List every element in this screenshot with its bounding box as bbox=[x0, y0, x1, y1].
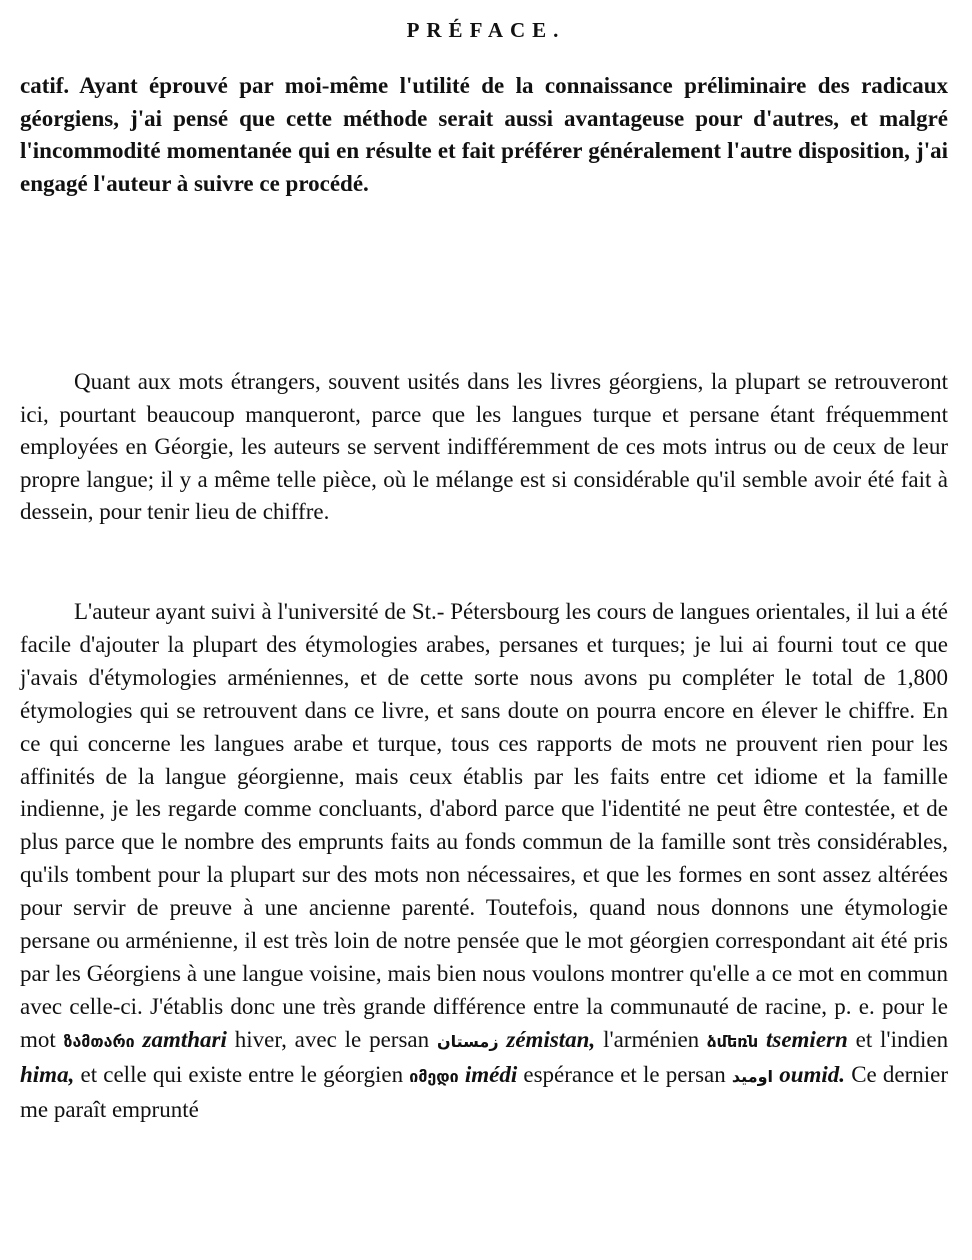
transliteration-oumid: oumid. bbox=[779, 1061, 846, 1087]
paragraph-foreign-words: Quant aux mots étrangers, souvent usités dans les livres géorgiens, la plupart se retrouveront ici, pourtant beaucoup manqueront, parce que les langues turque et persane étant fréquemment employées en Géorgie, les auteurs se servent indifféremment de ces mots intrus ou de ceux de leur propre langue; il y a même telle pièce, où le mélange est si considérable qu'il semble avoir été fait à dessein, pour tenir lieu de chiffre. bbox=[20, 369, 948, 525]
paragraph-etymologies bbox=[20, 596, 948, 1127]
transliteration-zamthari: zamthari bbox=[142, 1026, 227, 1052]
transliteration-tsemiern: tsemiern bbox=[765, 1026, 848, 1052]
text-armenian: l'arménien bbox=[603, 1026, 700, 1052]
running-title: PRÉFACE. bbox=[406, 18, 566, 42]
etymology-text: L'auteur ayant suivi à l'université de St.- Pétersbourg les cours de langues orientales, il lui a été facile d'ajouter la plupart des étymologies arabes, persanes et turques; je lui ai fourni tout ce que j'avais d'étymologies arméniennes, et de cette sorte nous avons pu compléter le total de 1,800 étymologies qui se retrouvent dans ce livre, et sans doute on pourra encore en élever le chiffre. En ce qui concerne les langues arabe et turque, tous ces rapports de mots ne prouvent rien pour les affinités de la langue géorgienne, mais ceux établis par les faits entre cet idiome et la famille indienne, je les regarde comme concluants, d'abord parce que l'identité ne peut être contestée, et de plus parce que le nombre des emprunts faits au fonds commun de la famille sont très considérables, qu'ils tombent pour la plupart sur des mots non nécessaires, et que les formes en sont assez altérées pour servir de preuve à une ancienne parenté. Toutefois, quand nous donnons une étymologie persane ou arménienne, il est très loin de notre pensée que le mot géorgien correspondant ait été pris par les Géorgiens à une langue voisine, mais bien nous voulons montrer qu'elle a ce mot en commun avec celle-ci. J'établis donc une très grande différence entre la communauté de racine, p. e. pour le mot bbox=[20, 599, 948, 1052]
georgian-script-word-2: იმედი bbox=[409, 1066, 459, 1086]
persian-script-word: زمستان bbox=[436, 1031, 499, 1051]
text-indian: et l'indien bbox=[855, 1026, 949, 1052]
paragraph-continued: catif. Ayant éprouvé par moi-même l'utilité de la connaissance préliminaire des radicaux géorgiens, j'ai pensé que cette méthode serait aussi avantageuse pour d'autres, et malgré l'incommodité momentanée qui en résulte et fait préférer généralement l'autre disposition, j'ai engagé l'auteur à suivre ce procédé. bbox=[20, 73, 948, 196]
text-hiver: hiver, avec le persan bbox=[234, 1026, 430, 1052]
text-georgian-relation: et celle qui existe entre le géorgien bbox=[80, 1061, 404, 1087]
armenian-script-word: ձմեռն bbox=[707, 1031, 759, 1051]
text-emprunte: Ce dernier me paraît emprunté bbox=[20, 1061, 949, 1122]
transliteration-zemistan: zémistan, bbox=[506, 1026, 596, 1052]
georgian-script-word: ზამთარი bbox=[63, 1031, 135, 1051]
transliteration-hima: hima, bbox=[20, 1061, 75, 1087]
transliteration-imedi: imédi bbox=[464, 1061, 518, 1087]
persian-script-word-2: اومید bbox=[731, 1066, 774, 1086]
text-esperance: espérance et le persan bbox=[523, 1061, 726, 1087]
